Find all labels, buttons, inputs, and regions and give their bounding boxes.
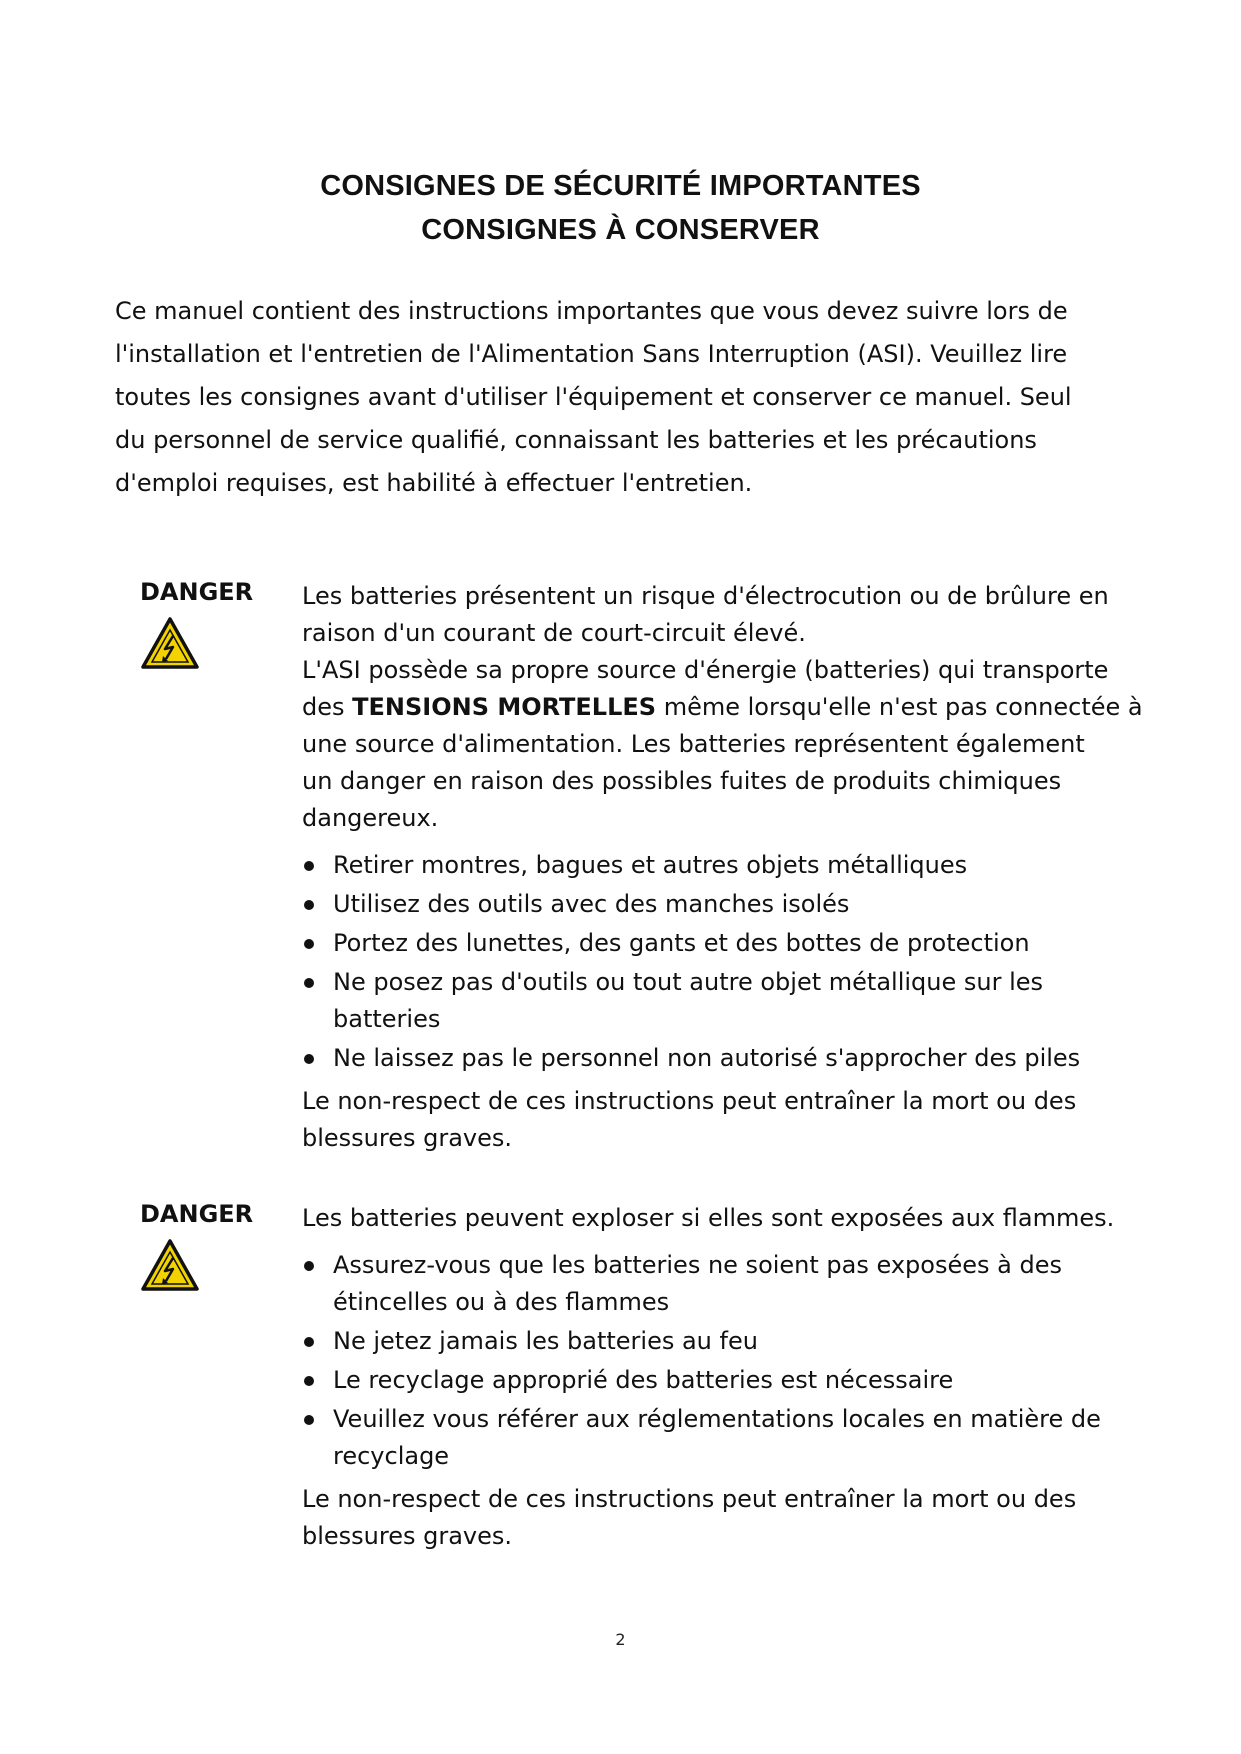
list-item-text: Le recyclage approprié des batteries est nécessaire	[333, 1366, 954, 1394]
list-item	[302, 1247, 1162, 1321]
bullet-icon	[304, 1054, 314, 1064]
closing-line: blessures graves.	[302, 1124, 513, 1152]
page-title: CONSIGNES DE SÉCURITÉ IMPORTANTES	[320, 170, 921, 202]
closing-line: blessures graves.	[302, 1522, 513, 1550]
body-line: dangereux.	[302, 804, 439, 832]
list-item	[302, 964, 1162, 1038]
electrical-hazard-warning-icon	[140, 1238, 200, 1292]
list-item	[302, 1040, 1162, 1077]
intro-line: du personnel de service qualifié, connaissant les batteries et les précautions	[115, 426, 1037, 454]
list-item-text: Ne jetez jamais les batteries au feu	[333, 1327, 758, 1355]
list-item-text: Retirer montres, bagues et autres objets métalliques	[333, 851, 968, 879]
list-item	[302, 1362, 1162, 1399]
danger-body	[302, 578, 1162, 1157]
list-item	[302, 1323, 1162, 1360]
list-item	[302, 925, 1162, 962]
bullet-icon	[304, 978, 314, 988]
bullet-icon	[304, 1261, 314, 1271]
list-item-text: Utilisez des outils avec des manches isolés	[333, 890, 850, 918]
page-subtitle: CONSIGNES À CONSERVER	[421, 214, 820, 246]
bullet-icon	[304, 1376, 314, 1386]
intro-line: Ce manuel contient des instructions importantes que vous devez suivre lors de	[115, 297, 1068, 325]
list-item-text: Ne posez pas d'outils ou tout autre objet métallique sur les	[333, 968, 1044, 996]
intro-line: d'emploi requises, est habilité à effectuer l'entretien.	[115, 469, 753, 497]
list-item-text: batteries	[333, 1005, 441, 1033]
bullet-list	[302, 1247, 1162, 1475]
list-item	[302, 847, 1162, 884]
text: même lorsqu'elle n'est pas connectée à	[656, 693, 1143, 721]
list-item-text: recyclage	[333, 1442, 450, 1470]
bullet-icon	[304, 939, 314, 949]
danger-body	[302, 1200, 1162, 1555]
body-line: raison d'un courant de court-circuit élevé.	[302, 619, 806, 647]
mortal-voltage-emphasis: TENSIONS MORTELLES	[352, 693, 657, 721]
list-item-text: étincelles ou à des flammes	[333, 1288, 670, 1316]
intro-paragraph	[115, 290, 1145, 505]
bullet-list	[302, 847, 1162, 1077]
body-line: Les batteries peuvent exploser si elles sont exposées aux flammes.	[302, 1204, 1115, 1232]
body-line: L'ASI possède sa propre source d'énergie (batteries) qui transporte	[302, 656, 1109, 684]
list-item	[302, 1401, 1162, 1475]
closing-line: Le non-respect de ces instructions peut entraîner la mort ou des	[302, 1087, 1077, 1115]
bullet-icon	[304, 1337, 314, 1347]
danger-label: DANGER	[140, 1200, 254, 1228]
page-number: 2	[615, 1630, 626, 1649]
body-line-emphasis	[302, 689, 1162, 726]
body-line: une source d'alimentation. Les batteries représentent également	[302, 730, 1085, 758]
body-line: Les batteries présentent un risque d'électrocution ou de brûlure en	[302, 582, 1109, 610]
danger-label: DANGER	[140, 578, 254, 606]
list-item-text: Assurez-vous que les batteries ne soient pas exposées à des	[333, 1251, 1062, 1279]
list-item-text: Portez des lunettes, des gants et des bottes de protection	[333, 929, 1030, 957]
bullet-icon	[304, 1415, 314, 1425]
closing-line: Le non-respect de ces instructions peut entraîner la mort ou des	[302, 1485, 1077, 1513]
electrical-hazard-warning-icon	[140, 616, 200, 670]
list-item	[302, 886, 1162, 923]
list-item-text: Veuillez vous référer aux réglementations locales en matière de	[333, 1405, 1101, 1433]
body-line: un danger en raison des possibles fuites de produits chimiques	[302, 767, 1062, 795]
list-item-text: Ne laissez pas le personnel non autorisé s'approcher des piles	[333, 1044, 1081, 1072]
bullet-icon	[304, 900, 314, 910]
intro-line: toutes les consignes avant d'utiliser l'équipement et conserver ce manuel. Seul	[115, 383, 1072, 411]
intro-line: l'installation et l'entretien de l'Alimentation Sans Interruption (ASI). Veuillez lire	[115, 340, 1068, 368]
text: des	[302, 693, 353, 721]
bullet-icon	[304, 861, 314, 871]
